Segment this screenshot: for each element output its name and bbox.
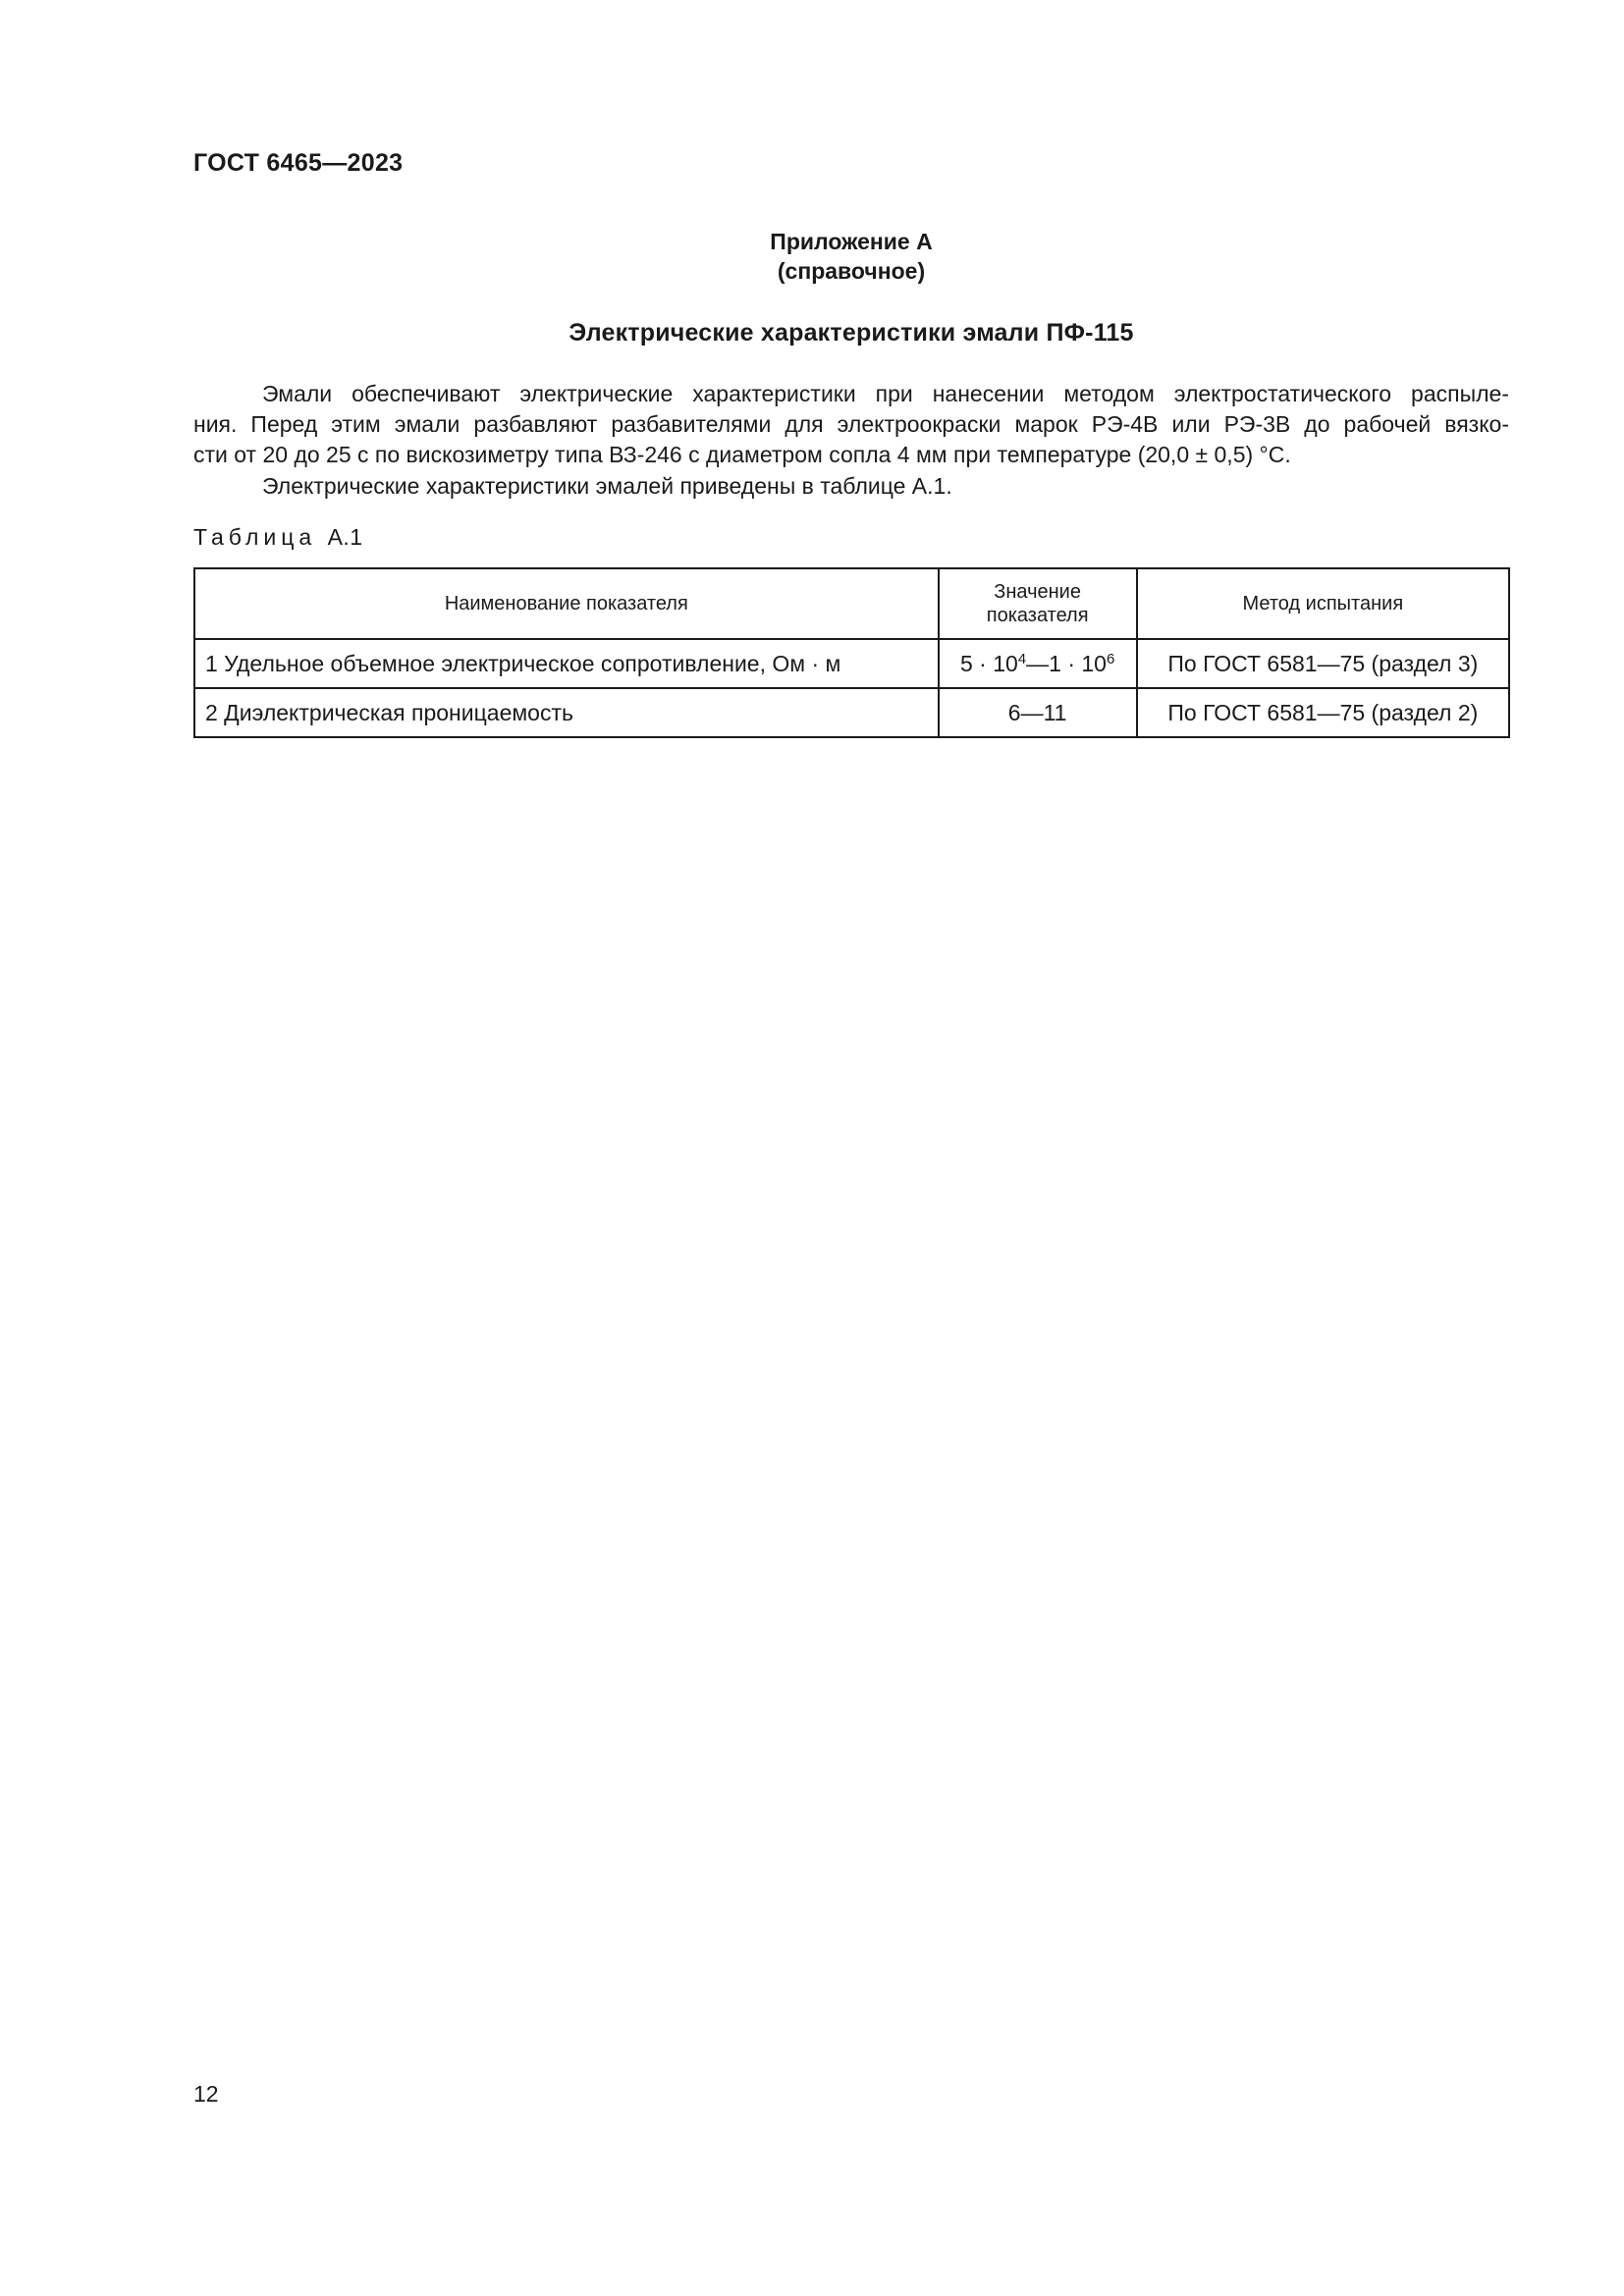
- cell-method: По ГОСТ 6581—75 (раздел 3): [1137, 639, 1509, 688]
- characteristics-table: [193, 567, 1510, 738]
- value-part: —1 · 10: [1026, 650, 1107, 676]
- cell-value: 6—11: [939, 688, 1137, 737]
- header-value: [939, 568, 1137, 639]
- table-row: [194, 688, 1509, 737]
- header-value-line2: показателя: [986, 605, 1089, 626]
- cell-name: 2 Диэлектрическая проницаемость: [194, 688, 939, 737]
- cell-name: 1 Удельное объемное электрическое сопротивление, Ом · м: [194, 639, 939, 688]
- table-row: [194, 639, 1509, 688]
- value-exponent: 4: [1017, 650, 1027, 667]
- table-caption-number: А.1: [327, 524, 363, 550]
- paragraph-table-reference: [193, 471, 1509, 502]
- table-caption: [193, 524, 363, 551]
- standard-id: ГОСТ 6465—2023: [193, 149, 404, 177]
- paragraph-line: Электрические характеристики эмалей приведены в таблице А.1.: [262, 473, 952, 499]
- annex-status: (справочное): [777, 258, 926, 284]
- paragraph-application: [193, 379, 1509, 470]
- value-exponent: 6: [1106, 650, 1115, 667]
- page-number: 12: [193, 2081, 219, 2107]
- paragraph-line: Эмали обеспечивают электрические характеристики при нанесении методом электростатического распыле-: [262, 381, 1509, 406]
- header-name: Наименование показателя: [194, 568, 939, 639]
- header-value-line1: Значение: [994, 581, 1081, 603]
- section-title: Электрические характеристики эмали ПФ-115: [568, 319, 1134, 347]
- table-caption-prefix: Таблица: [193, 524, 317, 550]
- header-method: Метод испытания: [1137, 568, 1509, 639]
- value-part: 5 · 10: [959, 650, 1018, 676]
- table-header-row: [194, 568, 1509, 639]
- cell-value: [939, 639, 1137, 688]
- cell-method: По ГОСТ 6581—75 (раздел 2): [1137, 688, 1509, 737]
- annex-title: Приложение А: [770, 229, 933, 254]
- paragraph-line: сти от 20 до 25 с по вискозиметру типа ВЗ-246 с диаметром сопла 4 мм при температуре (20,0 ± 0,5) °С.: [193, 442, 1291, 467]
- paragraph-line: ния. Перед этим эмали разбавляют разбавителями для электроокраски марок РЭ-4В или РЭ-3В до рабочей вязко-: [193, 411, 1509, 437]
